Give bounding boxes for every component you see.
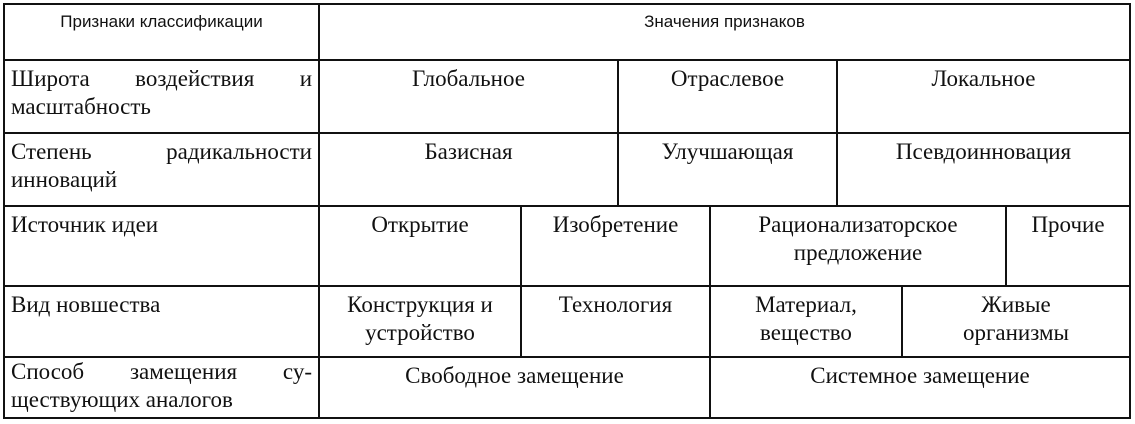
value-construction: Конструкция и устройство — [318, 285, 520, 356]
value-system-replacement: Системное замещение — [709, 356, 1129, 417]
header-features — [5, 5, 318, 59]
classification-table — [3, 3, 1131, 419]
row-feature-idea-source: Источник идеи — [5, 205, 318, 285]
row-feature-replacement-method: Способ замещения су-ществующих аналогов — [5, 356, 318, 417]
value-material: Материал, вещество — [709, 285, 901, 356]
header-values-label: Значения признаков — [644, 12, 805, 31]
header-features-label: Признаки классификации — [60, 12, 263, 31]
value-invention: Изобретение — [520, 205, 709, 285]
value-pseudo-innovation: Псевдоинновация — [836, 132, 1129, 205]
row-feature-radicalness: Степень радикальности инноваций — [5, 132, 318, 205]
value-technology: Технология — [520, 285, 709, 356]
value-free-replacement: Свободное замещение — [318, 356, 709, 417]
value-rationalization: Рационализаторское предложение — [709, 205, 1005, 285]
value-local: Локальное — [836, 59, 1129, 132]
row-feature-scope: Широта воздействия и масштабность — [5, 59, 318, 132]
value-global: Глобальное — [318, 59, 617, 132]
value-improving: Улучшающая — [617, 132, 836, 205]
value-industry: Отраслевое — [617, 59, 836, 132]
value-discovery: Открытие — [318, 205, 520, 285]
value-basic: Базисная — [318, 132, 617, 205]
header-values — [318, 5, 1129, 59]
row-feature-novelty-type: Вид новшества — [5, 285, 318, 356]
value-living-organisms: Живые организмы — [901, 285, 1129, 356]
value-other: Прочие — [1005, 205, 1129, 285]
